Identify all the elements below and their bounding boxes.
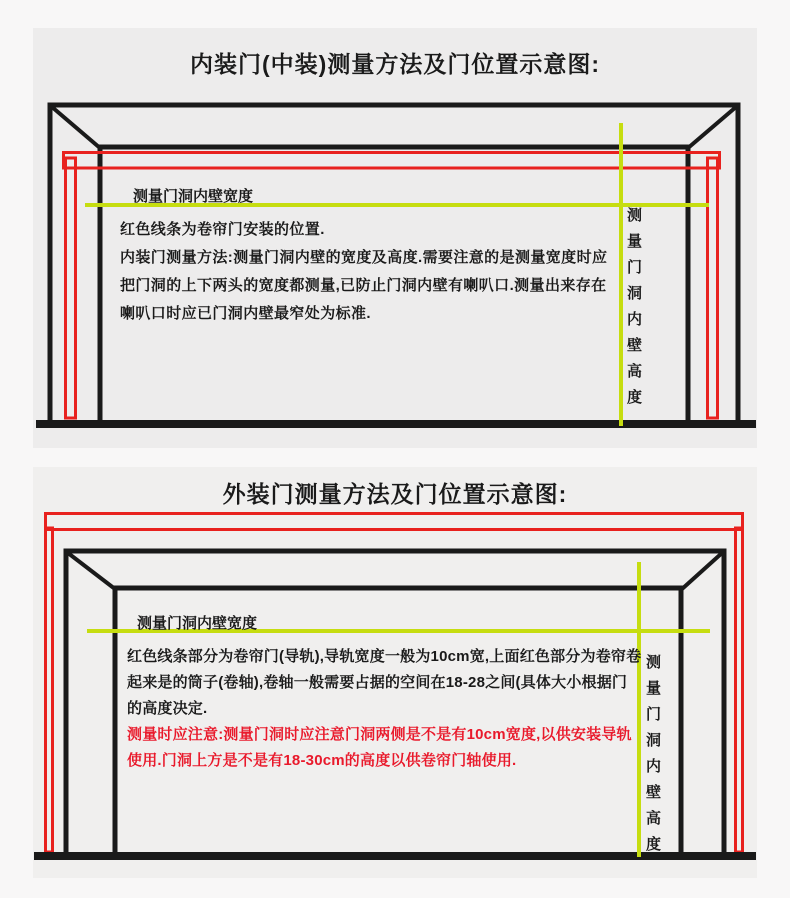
height-measure-label-top: 测量门洞内壁高度 xyxy=(625,207,642,415)
perspective-line-top-right xyxy=(688,107,736,148)
perspective-line-bottom-left xyxy=(68,553,115,589)
warning-line: 使用.门洞上方是不是有18-30cm的高度以供卷帘门轴使用. xyxy=(127,752,517,769)
shutter-right-rail-bottom-diagram xyxy=(736,528,743,852)
note-line: 内装门测量方法:测量门洞内壁的宽度及高度.需要注意的是测量宽度时应 xyxy=(120,249,608,266)
width-measure-label-bottom: 测量门洞内壁宽度 xyxy=(137,615,258,632)
shutter-right-rail-top-diagram xyxy=(708,158,718,418)
note-line: 把门洞的上下两头的宽度都测量,已防止门洞内壁有喇叭口.测量出来存在 xyxy=(120,277,607,294)
height-measure-label-bottom: 测量门洞内壁高度 xyxy=(644,654,661,862)
perspective-line-top-left xyxy=(52,107,100,148)
bottom-diagram-notes xyxy=(127,644,641,722)
shutter-box-outline-bottom-diagram xyxy=(46,514,743,530)
width-measure-label-top: 测量门洞内壁宽度 xyxy=(133,188,254,205)
note-line: 的高度决定. xyxy=(127,700,208,717)
shutter-left-rail-bottom-diagram xyxy=(46,528,53,852)
note-line: 红色线条部分为卷帘门(导轨),导轨宽度一般为10cm宽,上面红色部分为卷帘卷 xyxy=(127,648,642,665)
bottom-diagram-title: 外装门测量方法及门位置示意图: xyxy=(222,481,568,507)
shutter-left-rail-top-diagram xyxy=(66,158,76,418)
note-line: 红色线条为卷帘门安装的位置. xyxy=(120,221,325,238)
note-line: 喇叭口时应已门洞内壁最窄处为标准. xyxy=(120,305,371,322)
bottom-diagram-warning-notes xyxy=(127,722,632,774)
warning-line: 测量时应注意:测量门洞时应注意门洞两侧是不是有10cm宽度,以供安装导轨 xyxy=(127,726,632,743)
note-line: 起来是的筒子(卷轴),卷轴一般需要占据的空间在18-28之间(具体大小根据门 xyxy=(127,674,628,691)
top-diagram-title: 内装门(中装)测量方法及门位置示意图: xyxy=(190,51,600,77)
top-diagram-notes xyxy=(120,216,607,328)
perspective-line-bottom-right xyxy=(682,553,722,589)
